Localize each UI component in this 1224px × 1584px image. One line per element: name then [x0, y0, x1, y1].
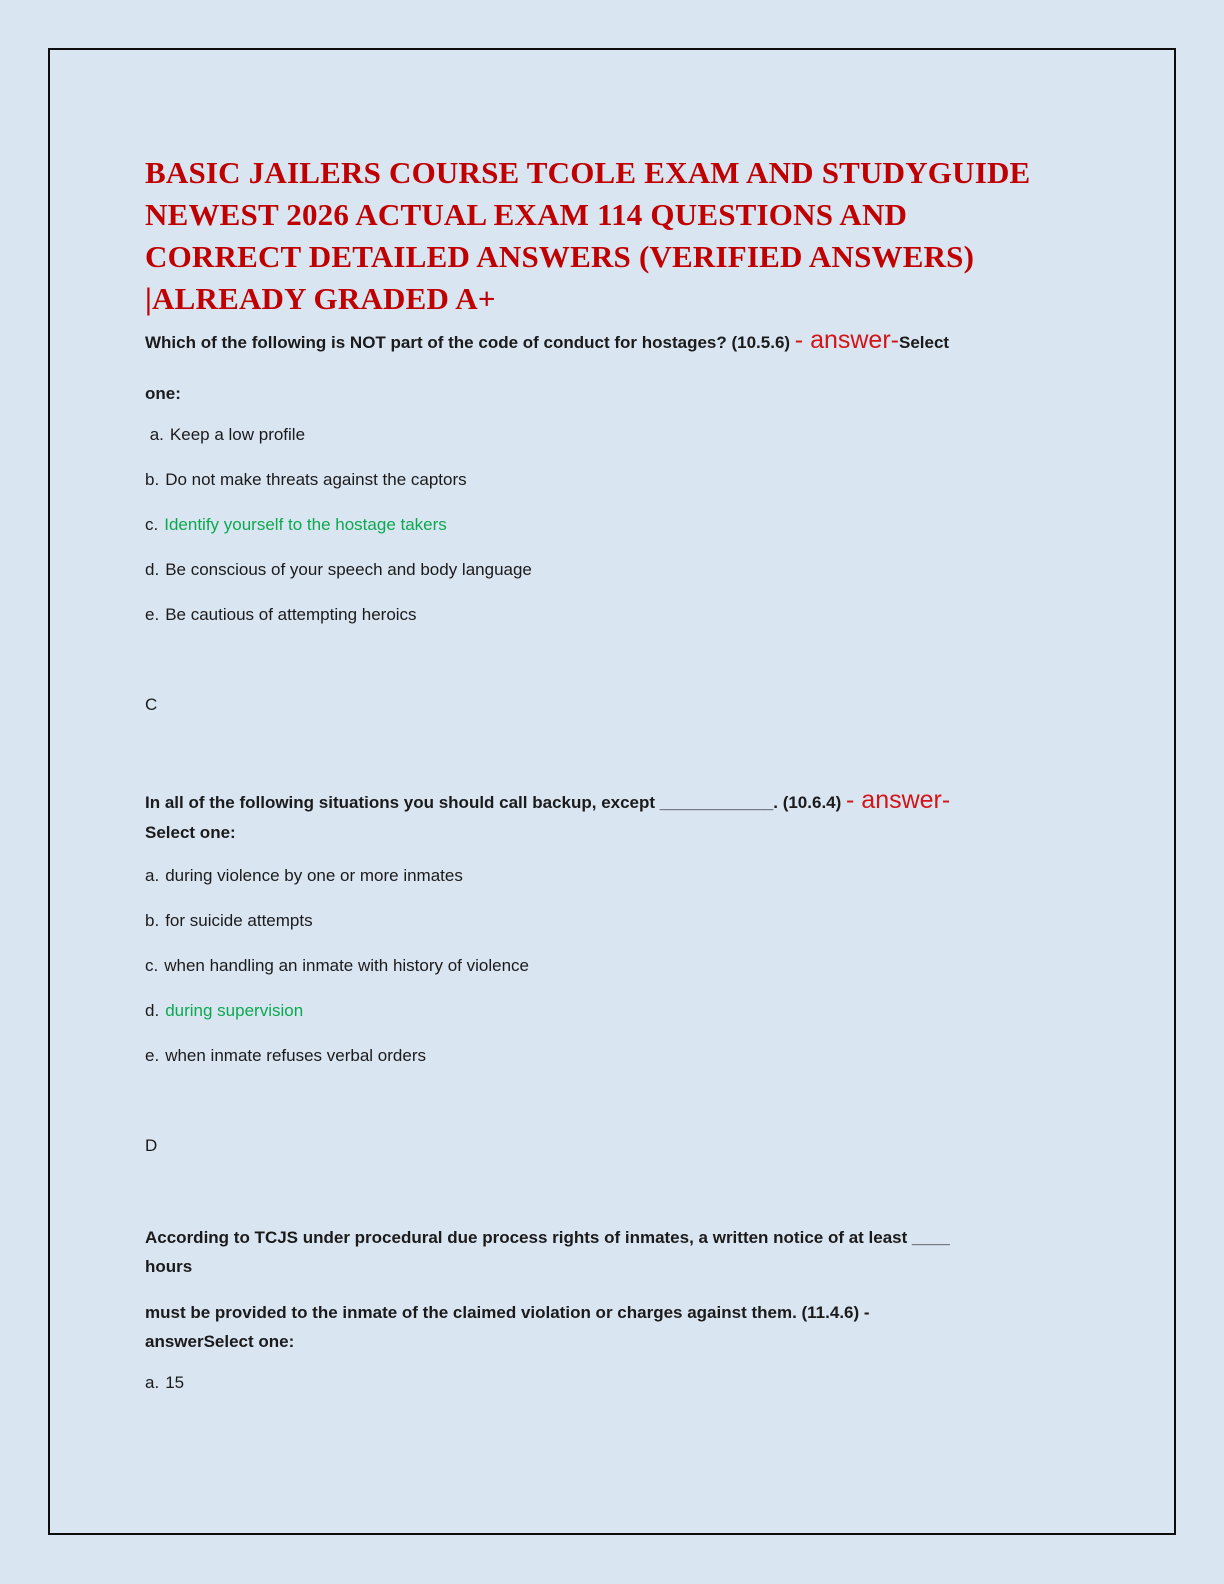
- answer-marker: - answer-: [846, 786, 951, 814]
- option-text: when inmate refuses verbal orders: [165, 1046, 426, 1065]
- option-row: [145, 423, 1089, 446]
- option-label: c.: [145, 515, 159, 534]
- question-text: In all of the following situations you should call backup, except: [145, 793, 660, 812]
- option-row: [145, 1044, 1089, 1067]
- option-row: [145, 603, 1089, 626]
- answer-letter: C: [145, 695, 158, 714]
- question-prompt-continuation: Select one:: [145, 823, 236, 842]
- question-text: Select: [898, 333, 950, 352]
- option-row-correct: [145, 999, 1089, 1022]
- question-prompt: [145, 788, 1089, 818]
- option-label: b.: [145, 470, 160, 489]
- question-block-1: [145, 328, 1089, 716]
- option-text-correct: during supervision: [165, 1001, 304, 1020]
- question-block-3: [145, 1223, 1089, 1394]
- option-label: b.: [145, 911, 160, 930]
- option-label: a.: [145, 1373, 160, 1392]
- option-text: Be conscious of your speech and body language: [165, 560, 532, 579]
- question-prompt: [145, 328, 1089, 357]
- option-row: [145, 1371, 1089, 1394]
- option-text: Keep a low profile: [169, 425, 306, 444]
- title-line: BASIC JAILERS COURSE TCOLE EXAM AND STUDYGUIDE: [145, 155, 1031, 190]
- answer-marker: - answer-: [794, 326, 899, 354]
- option-row: [145, 954, 1089, 977]
- question-text: . (10.6.4): [773, 793, 847, 812]
- question-prompt-continuation: answerSelect one:: [145, 1332, 295, 1351]
- question-prompt: [145, 1223, 1089, 1252]
- option-label: d.: [145, 1001, 160, 1020]
- title-line: |ALREADY GRADED A+: [145, 281, 496, 316]
- answer-letter: D: [145, 1136, 158, 1155]
- option-label: e.: [145, 1046, 160, 1065]
- option-row: [145, 468, 1089, 491]
- option-row: [145, 558, 1089, 581]
- option-text-correct: Identify yourself to the hostage takers: [164, 515, 447, 534]
- option-row: [145, 864, 1089, 887]
- option-text: 15: [165, 1373, 185, 1392]
- title-line: CORRECT DETAILED ANSWERS (VERIFIED ANSWERS): [145, 239, 975, 274]
- fill-in-blank: ____________: [659, 793, 774, 812]
- question-block-2: [145, 788, 1089, 1157]
- option-text: during violence by one or more inmates: [165, 866, 463, 885]
- option-label: a.: [145, 425, 164, 444]
- option-text: when handling an inmate with history of violence: [164, 956, 530, 975]
- option-text: Do not make threats against the captors: [165, 470, 467, 489]
- option-label: c.: [145, 956, 159, 975]
- option-text: for suicide attempts: [165, 911, 313, 930]
- option-row-correct: [145, 513, 1089, 536]
- question-prompt: must be provided to the inmate of the claimed violation or charges against them. (11.4.6) -: [145, 1303, 870, 1322]
- option-label: a.: [145, 866, 160, 885]
- question-prompt-continuation: hours: [145, 1257, 193, 1276]
- option-label: e.: [145, 605, 160, 624]
- question-text: According to TCJS under procedural due process rights of inmates, a written notice of at least: [145, 1228, 913, 1247]
- option-label: d.: [145, 560, 160, 579]
- document-page: [48, 48, 1176, 1535]
- document-content: [50, 50, 1174, 1394]
- option-text: Be cautious of attempting heroics: [165, 605, 417, 624]
- question-text: Which of the following is NOT part of the code of conduct for hostages? (10.5.6): [145, 333, 795, 352]
- option-row: [145, 909, 1089, 932]
- page-title: [145, 152, 1089, 320]
- question-prompt-continuation: one:: [145, 384, 181, 403]
- title-line: NEWEST 2026 ACTUAL EXAM 114 QUESTIONS AND: [145, 197, 908, 232]
- fill-in-blank: ____: [912, 1228, 950, 1247]
